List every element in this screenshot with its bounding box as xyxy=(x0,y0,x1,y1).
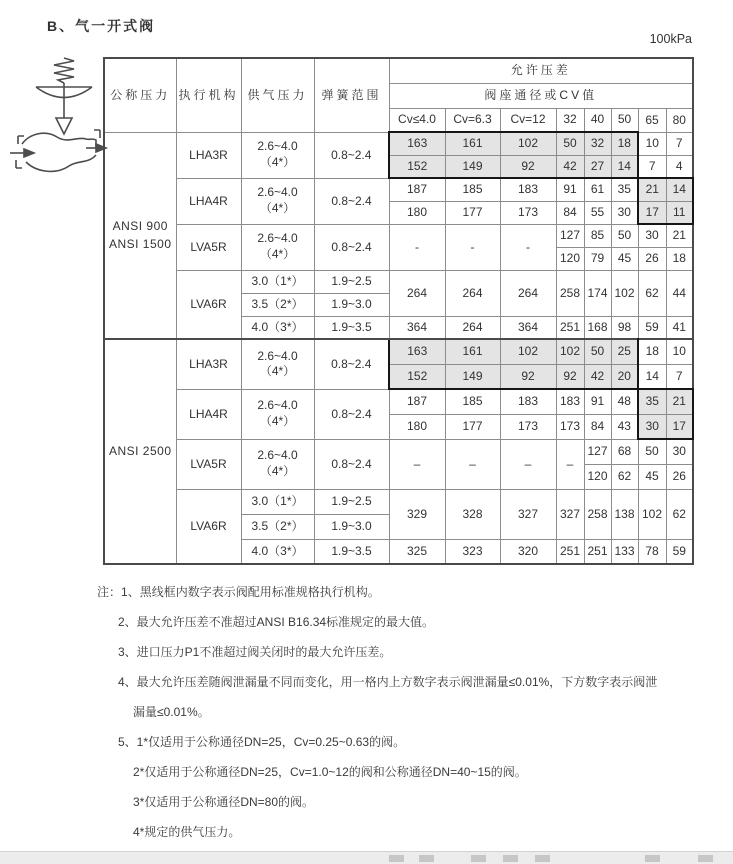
value-cell: 183 xyxy=(500,178,556,201)
value-cell: 174 xyxy=(584,270,611,316)
spring-glyph xyxy=(54,58,74,83)
toolbar-button[interactable] xyxy=(471,855,486,862)
value-cell: 21 xyxy=(638,178,666,201)
value-cell: 127 xyxy=(556,224,584,247)
value-cell: 18 xyxy=(611,132,638,155)
supply-value: 2.6~4.0 xyxy=(257,231,298,246)
value-cell: 327 xyxy=(500,489,556,539)
value-cell: 50 xyxy=(584,339,611,364)
value-cell: 42 xyxy=(584,364,611,389)
value-cell: 79 xyxy=(584,247,611,270)
value-cell: 43 xyxy=(611,414,638,439)
supply-cell: 3.5（2*） xyxy=(241,293,314,316)
value-cell: 85 xyxy=(584,224,611,247)
spring-cell: 1.9~3.0 xyxy=(314,514,389,539)
value-cell: 120 xyxy=(584,464,611,489)
header-dn-32: 32 xyxy=(556,108,584,132)
value-cell: 26 xyxy=(666,464,693,489)
value-cell: 120 xyxy=(556,247,584,270)
value-cell: 258 xyxy=(556,270,584,316)
value-cell: 68 xyxy=(611,439,638,464)
value-cell: 102 xyxy=(500,132,556,155)
supply-note: （4*） xyxy=(259,414,296,428)
value-cell: 7 xyxy=(666,364,693,389)
value-cell: 14 xyxy=(611,155,638,178)
value-cell: 84 xyxy=(584,414,611,439)
pressure-differential-table xyxy=(103,57,694,565)
actuator-cell: LHA4R xyxy=(176,178,241,224)
actuator-cell: LHA3R xyxy=(176,132,241,178)
supply-note: （4*） xyxy=(259,364,296,379)
pneumatic-valve-schematic-icon xyxy=(10,56,110,174)
value-cell: 30 xyxy=(638,414,666,439)
value-cell: 320 xyxy=(500,539,556,564)
pressure-class-cell xyxy=(104,132,176,339)
header-dn-50: 50 xyxy=(611,108,638,132)
value-cell: 180 xyxy=(389,414,445,439)
note-4-line1: 4、最大允许压差随阀泄漏量不同而变化，用一格内上方数字表示阀泄漏量≤0.01%，下方数字表示阀泄 xyxy=(118,675,658,689)
value-cell: 7 xyxy=(638,155,666,178)
value-cell: 251 xyxy=(584,539,611,564)
supply-cell xyxy=(241,439,314,489)
value-cell: 168 xyxy=(584,316,611,339)
value-cell: 327 xyxy=(556,489,584,539)
value-cell: 30 xyxy=(611,201,638,224)
value-cell: 264 xyxy=(389,270,445,316)
dash-cell: - xyxy=(389,224,445,270)
value-cell: 102 xyxy=(556,339,584,364)
value-cell: 173 xyxy=(500,201,556,224)
value-cell: 10 xyxy=(638,132,666,155)
header-cv-le-4: Cv≤4.0 xyxy=(389,108,445,132)
value-cell: 177 xyxy=(445,201,500,224)
value-cell: 185 xyxy=(445,178,500,201)
value-cell: 26 xyxy=(638,247,666,270)
supply-cell xyxy=(241,178,314,224)
value-cell: 329 xyxy=(389,489,445,539)
dash-cell: - xyxy=(500,224,556,270)
value-cell: 48 xyxy=(611,389,638,414)
value-cell: 55 xyxy=(584,201,611,224)
value-cell: 163 xyxy=(389,339,445,364)
value-cell: 50 xyxy=(611,224,638,247)
header-dn-80: 80 xyxy=(666,108,693,132)
value-cell: 92 xyxy=(500,364,556,389)
value-cell: 62 xyxy=(666,489,693,539)
value-cell: 20 xyxy=(611,364,638,389)
header-spring-range: 弹簧范围 xyxy=(314,58,389,132)
actuator-cell: LHA3R xyxy=(176,339,241,389)
supply-value: 2.6~4.0 xyxy=(257,348,298,363)
value-cell: 35 xyxy=(611,178,638,201)
value-cell: 18 xyxy=(638,339,666,364)
spring-cell: 1.9~2.5 xyxy=(314,270,389,293)
value-cell: 25 xyxy=(611,339,638,364)
value-cell: 91 xyxy=(556,178,584,201)
header-supply-pressure: 供气压力 xyxy=(241,58,314,132)
header-seat-or-cv: 阀座通径或CV值 xyxy=(389,83,693,108)
value-cell: 149 xyxy=(445,364,500,389)
pressure-class-line: ANSI 900 xyxy=(112,218,168,233)
pressure-class-line: ANSI 2500 xyxy=(108,444,172,458)
valve-body-upper xyxy=(22,133,96,148)
value-cell: 251 xyxy=(556,316,584,339)
value-cell: 50 xyxy=(638,439,666,464)
value-cell: 177 xyxy=(445,414,500,439)
value-cell: 35 xyxy=(638,389,666,414)
value-cell: 152 xyxy=(389,364,445,389)
spring-cell: 0.8~2.4 xyxy=(314,178,389,224)
value-cell: 62 xyxy=(611,464,638,489)
dash-cell: – xyxy=(445,439,500,489)
value-cell: 264 xyxy=(445,316,500,339)
supply-value: 2.6~4.0 xyxy=(257,448,298,463)
note-3: 3、进口压力P1不准超过阀关闭时的最大允许压差。 xyxy=(118,645,392,659)
value-cell: 149 xyxy=(445,155,500,178)
dash-cell: – xyxy=(556,439,584,489)
spring-cell: 1.9~3.0 xyxy=(314,293,389,316)
value-cell: 45 xyxy=(638,464,666,489)
toolbar-button[interactable] xyxy=(535,855,550,862)
value-cell: 185 xyxy=(445,389,500,414)
unit-label: 100kPa xyxy=(649,32,692,46)
dash-cell: - xyxy=(445,224,500,270)
value-cell: 323 xyxy=(445,539,500,564)
value-cell: 364 xyxy=(500,316,556,339)
value-cell: 30 xyxy=(666,439,693,464)
footer-toolbar xyxy=(0,851,733,864)
value-cell: 59 xyxy=(638,316,666,339)
spring-cell: 0.8~2.4 xyxy=(314,132,389,178)
value-cell: 62 xyxy=(638,270,666,316)
actuator-cell: LVA5R xyxy=(176,224,241,270)
supply-cell: 3.0（1*） xyxy=(241,270,314,293)
value-cell: 42 xyxy=(556,155,584,178)
actuator-cell: LVA6R xyxy=(176,270,241,339)
value-cell: 325 xyxy=(389,539,445,564)
supply-cell: 4.0（3*） xyxy=(241,539,314,564)
note-5-line2: 2*仅适用于公称通径DN=25，Cv=1.0~12的阀和公称通径DN=40~15的阀。 xyxy=(133,765,527,779)
value-cell: 84 xyxy=(556,201,584,224)
supply-cell: 4.0（3*） xyxy=(241,316,314,339)
header-cv-6-3: Cv=6.3 xyxy=(445,108,500,132)
note-5-line4: 4*规定的供气压力。 xyxy=(133,825,241,839)
supply-cell xyxy=(241,389,314,439)
value-cell: 30 xyxy=(638,224,666,247)
value-cell: 4 xyxy=(666,155,693,178)
supply-value: 2.6~4.0 xyxy=(257,139,298,154)
value-cell: 152 xyxy=(389,155,445,178)
value-cell: 102 xyxy=(611,270,638,316)
value-cell: 78 xyxy=(638,539,666,564)
supply-note: （4*） xyxy=(259,155,296,169)
value-cell: 183 xyxy=(556,389,584,414)
page-title: B、气一开式阀 xyxy=(47,18,156,34)
spring-cell: 0.8~2.4 xyxy=(314,224,389,270)
value-cell: 187 xyxy=(389,178,445,201)
value-cell: 133 xyxy=(611,539,638,564)
value-cell: 59 xyxy=(666,539,693,564)
supply-cell xyxy=(241,339,314,389)
value-cell: 61 xyxy=(584,178,611,201)
value-cell: 102 xyxy=(638,489,666,539)
value-cell: 264 xyxy=(445,270,500,316)
value-cell: 364 xyxy=(389,316,445,339)
value-cell: 41 xyxy=(666,316,693,339)
header-dn-40: 40 xyxy=(584,108,611,132)
header-dn-65: 65 xyxy=(638,108,666,132)
value-cell: 14 xyxy=(638,364,666,389)
value-cell: 45 xyxy=(611,247,638,270)
footnotes xyxy=(97,582,717,852)
supply-note: （4*） xyxy=(259,247,296,261)
value-cell: 11 xyxy=(666,201,693,224)
toolbar-button[interactable] xyxy=(698,855,713,862)
header-actuator: 执行机构 xyxy=(176,58,241,132)
note-5-line3: 3*仅适用于公称通径DN=80的阀。 xyxy=(133,795,315,809)
note-1-text: 1、黑线框内数字表示阀配用标准规格执行机构。 xyxy=(121,585,380,599)
valve-body-lower xyxy=(26,155,96,171)
value-cell: 92 xyxy=(500,155,556,178)
value-cell: 173 xyxy=(556,414,584,439)
header-allowable-differential: 允许压差 xyxy=(389,58,693,83)
supply-value: 2.6~4.0 xyxy=(257,185,298,200)
spring-cell: 0.8~2.4 xyxy=(314,439,389,489)
value-cell: 10 xyxy=(666,339,693,364)
pressure-class-line: ANSI 1500 xyxy=(108,236,172,251)
value-cell: 7 xyxy=(666,132,693,155)
toolbar-button[interactable] xyxy=(503,855,518,862)
spring-cell: 1.9~3.5 xyxy=(314,539,389,564)
value-cell: 32 xyxy=(584,132,611,155)
supply-cell xyxy=(241,224,314,270)
value-cell: 161 xyxy=(445,339,500,364)
inlet-arrow xyxy=(24,149,34,157)
supply-cell xyxy=(241,132,314,178)
value-cell: 92 xyxy=(556,364,584,389)
dash-cell: – xyxy=(389,439,445,489)
supply-note: （4*） xyxy=(259,464,296,478)
actuator-cell: LHA4R xyxy=(176,389,241,439)
supply-note: （4*） xyxy=(259,201,296,215)
value-cell: 187 xyxy=(389,389,445,414)
value-cell: 183 xyxy=(500,389,556,414)
value-cell: 258 xyxy=(584,489,611,539)
value-cell: 44 xyxy=(666,270,693,316)
value-cell: 27 xyxy=(584,155,611,178)
value-cell: 50 xyxy=(556,132,584,155)
spring-cell: 1.9~2.5 xyxy=(314,489,389,514)
value-cell: 102 xyxy=(500,339,556,364)
value-cell: 21 xyxy=(666,389,693,414)
supply-cell: 3.0（1*） xyxy=(241,489,314,514)
value-cell: 17 xyxy=(638,201,666,224)
supply-cell: 3.5（2*） xyxy=(241,514,314,539)
spring-cell: 0.8~2.4 xyxy=(314,389,389,439)
value-cell: 138 xyxy=(611,489,638,539)
notes-label: 注： xyxy=(97,585,122,599)
value-cell: 180 xyxy=(389,201,445,224)
supply-value: 2.6~4.0 xyxy=(257,398,298,413)
header-cv-12: Cv=12 xyxy=(500,108,556,132)
value-cell: 264 xyxy=(500,270,556,316)
note-1 xyxy=(97,582,717,602)
value-cell: 91 xyxy=(584,389,611,414)
value-cell: 173 xyxy=(500,414,556,439)
dash-cell: – xyxy=(500,439,556,489)
note-5-line1: 5、1*仅适用于公称通径DN=25，Cv=0.25~0.63的阀。 xyxy=(118,735,406,749)
value-cell: 163 xyxy=(389,132,445,155)
spring-cell: 0.8~2.4 xyxy=(314,339,389,389)
note-2: 2、最大允许压差不准超过ANSI B16.34标准规定的最大值。 xyxy=(118,615,435,629)
value-cell: 251 xyxy=(556,539,584,564)
value-cell: 17 xyxy=(666,414,693,439)
spring-cell: 1.9~3.5 xyxy=(314,316,389,339)
value-cell: 98 xyxy=(611,316,638,339)
pressure-class-cell xyxy=(104,339,176,564)
note-4-line2: 漏量≤0.01%。 xyxy=(133,705,210,719)
value-cell: 328 xyxy=(445,489,500,539)
value-cell: 21 xyxy=(666,224,693,247)
value-cell: 161 xyxy=(445,132,500,155)
actuator-cell: LVA6R xyxy=(176,489,241,564)
toolbar-button[interactable] xyxy=(389,855,404,862)
actuator-cell: LVA5R xyxy=(176,439,241,489)
value-cell: 127 xyxy=(584,439,611,464)
value-cell: 18 xyxy=(666,247,693,270)
toolbar-button[interactable] xyxy=(419,855,434,862)
toolbar-button[interactable] xyxy=(645,855,660,862)
value-cell: 14 xyxy=(666,178,693,201)
header-nominal-pressure: 公称压力 xyxy=(104,58,176,132)
